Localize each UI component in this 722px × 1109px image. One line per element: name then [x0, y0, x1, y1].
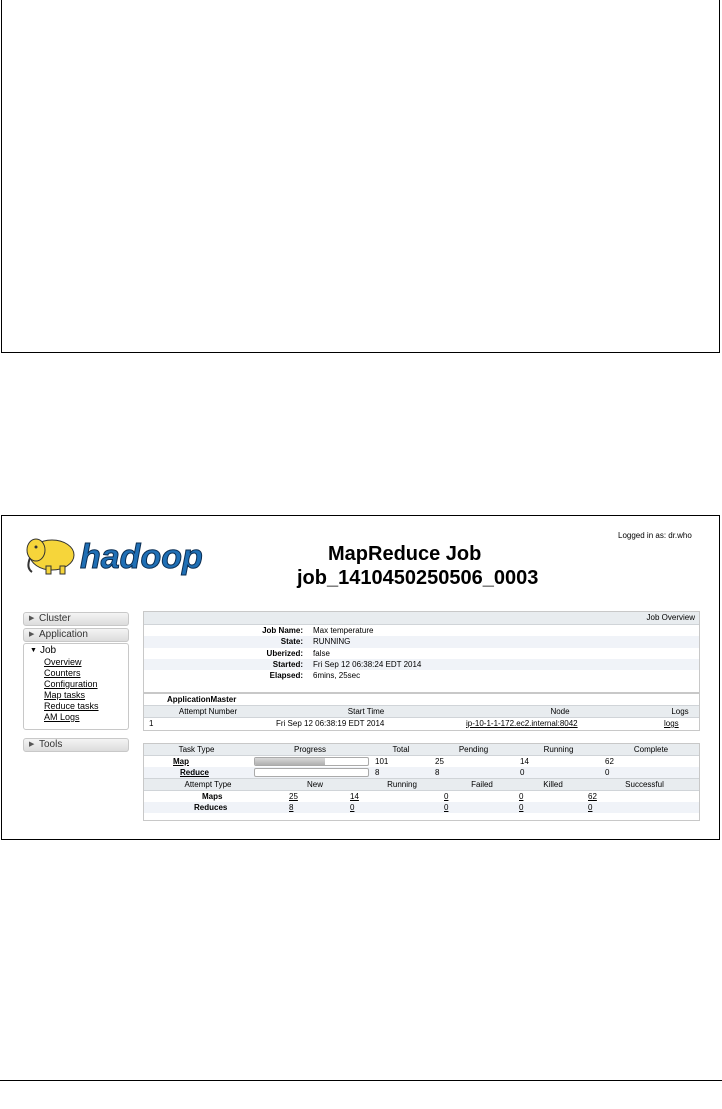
task-complete: 62 — [605, 757, 614, 766]
am-col-logs: Logs — [671, 707, 689, 716]
logged-in-status: Logged in as: dr.who — [618, 531, 692, 540]
overview-row — [144, 670, 699, 681]
bottom-rule — [0, 1080, 722, 1081]
nav-link-configuration[interactable]: Configuration — [44, 679, 98, 689]
attempt-new-link[interactable]: 8 — [289, 803, 294, 812]
nav-application[interactable] — [23, 628, 129, 642]
map-progress-fill — [255, 758, 325, 765]
overview-key: State: — [280, 637, 303, 647]
attempt-col-type: Attempt Type — [184, 780, 232, 789]
task-row-reduce — [144, 767, 699, 778]
task-type-map-link[interactable]: Map — [173, 757, 189, 766]
overview-value: Fri Sep 12 06:38:24 EDT 2014 — [313, 659, 422, 669]
task-pending: 8 — [435, 768, 440, 777]
am-logs-link[interactable]: logs — [664, 719, 679, 728]
am-node-link[interactable]: ip-10-1-1-172.ec2.internal:8042 — [466, 719, 578, 728]
overview-key: Job Name: — [262, 626, 303, 635]
task-col-pending: Pending — [458, 745, 489, 754]
task-total: 101 — [375, 757, 389, 766]
job-overview-header: Job Overview — [144, 612, 699, 625]
overview-value: false — [313, 648, 330, 658]
nav-job[interactable] — [24, 644, 128, 657]
application-master-panel — [143, 693, 700, 731]
task-running: 14 — [520, 757, 529, 766]
am-row — [144, 718, 699, 729]
nav-link-overview[interactable]: Overview — [44, 657, 82, 667]
application-master-title: ApplicationMaster — [167, 695, 237, 704]
triangle-down-icon: ▼ — [30, 647, 37, 654]
attempt-col-killed: Killed — [543, 780, 563, 789]
hadoop-logo — [24, 528, 234, 578]
attempt-col-new: New — [306, 780, 323, 789]
task-total: 8 — [375, 768, 380, 777]
am-start-time: Fri Sep 12 06:38:19 EDT 2014 — [276, 719, 385, 728]
attempt-col-successful: Successful — [625, 780, 664, 789]
hadoop-screenshot — [1, 515, 720, 840]
task-col-progress: Progress — [293, 745, 326, 754]
attempt-successful-link[interactable]: 62 — [588, 792, 597, 801]
nav-cluster-label: Cluster — [39, 613, 71, 624]
map-progress-bar — [254, 757, 369, 766]
task-row-map — [144, 756, 699, 767]
attempt-row-maps — [144, 791, 699, 802]
attempt-new-link[interactable]: 25 — [289, 792, 298, 801]
attempt-type-maps: Maps — [202, 792, 223, 801]
top-frame — [1, 0, 720, 353]
nav-job-section — [23, 643, 129, 730]
page-title: MapReduce Job — [328, 543, 482, 565]
nav-tools[interactable] — [23, 738, 129, 752]
overview-row — [144, 648, 699, 659]
attempt-successful-link[interactable]: 0 — [588, 803, 593, 812]
overview-value: RUNNING — [313, 637, 351, 647]
attempt-running-link[interactable]: 0 — [350, 803, 355, 812]
nav-tools-label: Tools — [39, 739, 63, 750]
attempt-row-reduces — [144, 802, 699, 813]
overview-row — [144, 625, 699, 636]
attempt-killed-link[interactable]: 0 — [519, 792, 524, 801]
task-type-reduce-link[interactable]: Reduce — [180, 768, 209, 777]
nav-link-map-tasks[interactable]: Map tasks — [44, 690, 86, 700]
attempt-col-running: Running — [387, 780, 417, 789]
task-col-total: Total — [392, 745, 410, 754]
attempt-failed-link[interactable]: 0 — [444, 803, 449, 812]
overview-key: Elapsed: — [269, 671, 303, 681]
task-col-type: Task Type — [178, 745, 215, 754]
task-complete: 0 — [605, 768, 610, 777]
attempt-header-row — [144, 778, 699, 791]
nav-link-counters[interactable]: Counters — [44, 668, 81, 678]
job-id: job_1410450250506_0003 — [297, 567, 539, 589]
am-header-row — [144, 705, 699, 718]
task-pending: 25 — [435, 757, 444, 766]
task-running: 0 — [520, 768, 525, 777]
overview-row — [144, 659, 699, 670]
task-col-complete: Complete — [633, 745, 669, 754]
nav-job-label: Job — [40, 645, 57, 656]
triangle-right-icon: ▶ — [29, 631, 35, 638]
logo-wordmark: hadoop — [80, 538, 203, 576]
am-col-start-time: Start Time — [347, 707, 385, 716]
overview-key: Started: — [272, 659, 303, 669]
nav-cluster[interactable] — [23, 612, 129, 626]
overview-key: Uberized: — [266, 648, 303, 658]
tasks-panel — [143, 743, 700, 821]
am-attempt-number: 1 — [149, 719, 154, 728]
task-header-row — [144, 744, 699, 756]
am-col-node: Node — [550, 707, 570, 716]
overview-value: 6mins, 25sec — [313, 671, 361, 681]
attempt-col-failed: Failed — [471, 780, 493, 789]
attempt-failed-link[interactable]: 0 — [444, 792, 449, 801]
job-overview-panel — [143, 611, 700, 693]
nav-link-am-logs[interactable]: AM Logs — [44, 712, 80, 722]
overview-row — [144, 636, 699, 647]
attempt-killed-link[interactable]: 0 — [519, 803, 524, 812]
nav-application-label: Application — [39, 629, 88, 640]
reduce-progress-bar — [254, 768, 369, 777]
triangle-right-icon: ▶ — [29, 741, 35, 748]
overview-value: Max temperature — [313, 626, 374, 635]
nav-link-reduce-tasks[interactable]: Reduce tasks — [44, 701, 99, 711]
attempt-type-reduces: Reduces — [194, 803, 228, 812]
triangle-right-icon: ▶ — [29, 615, 35, 622]
task-col-running: Running — [543, 745, 574, 754]
attempt-running-link[interactable]: 14 — [350, 792, 359, 801]
am-col-attempt: Attempt Number — [178, 707, 238, 716]
